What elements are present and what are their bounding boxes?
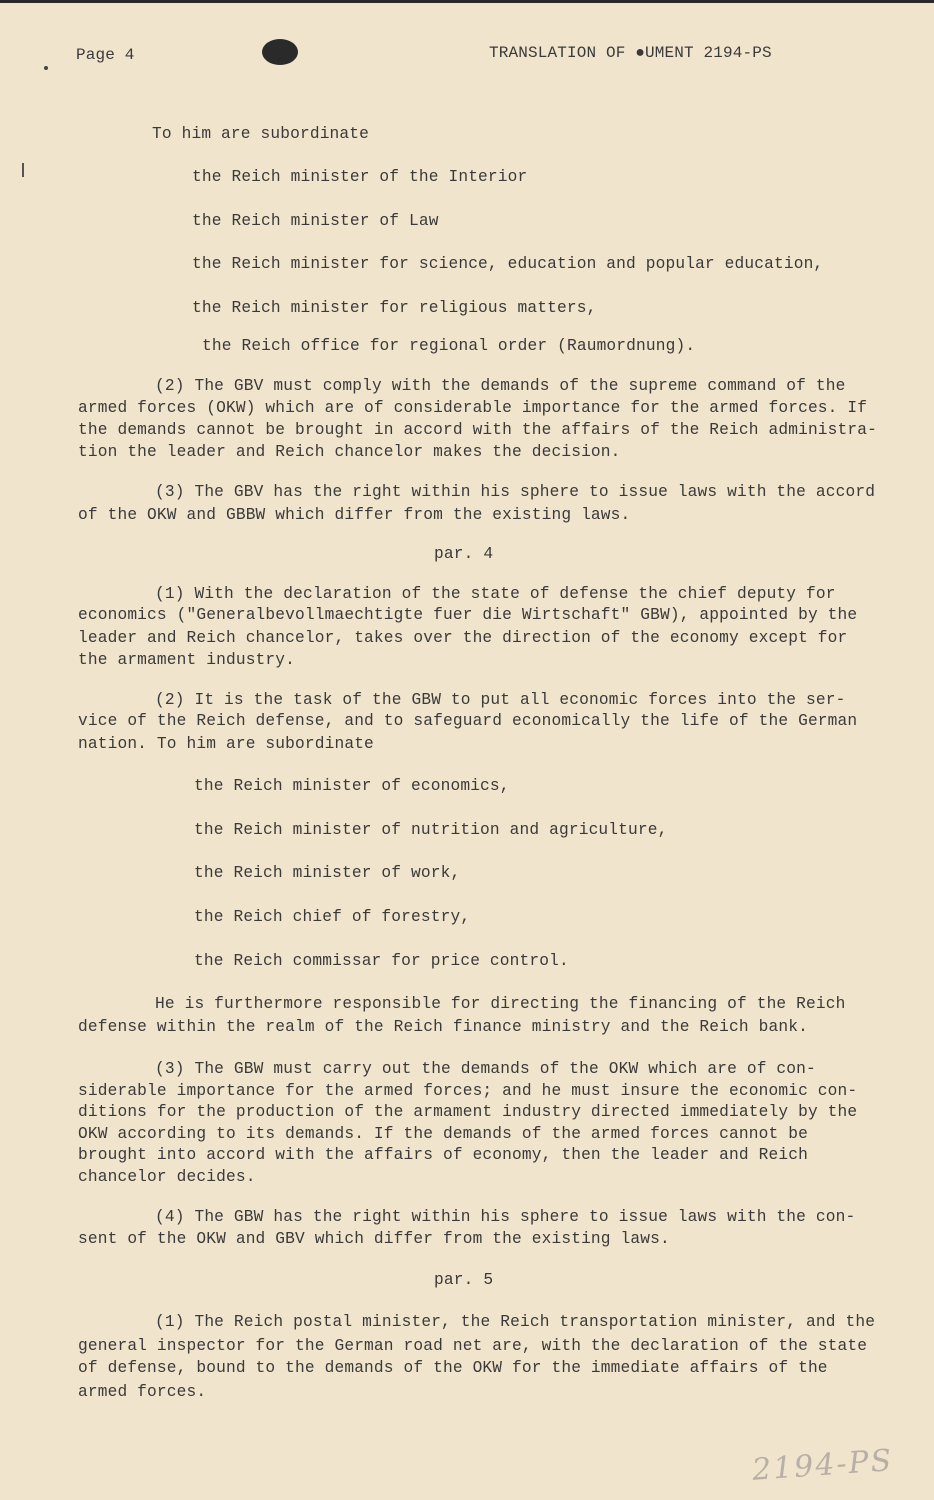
margin-mark [22, 163, 24, 177]
paragraph-line: nation. To him are subordinate [78, 735, 374, 753]
handwritten-document-number: 2194-PS [750, 1443, 895, 1488]
list-b-item: the Reich minister of work, [194, 864, 461, 882]
paragraph-line: ditions for the production of the armament industry directed immediately by the [78, 1103, 858, 1121]
paragraph-line: armed forces. [78, 1383, 207, 1401]
paragraph-line: (3) The GBV has the right within his sphere to issue laws with the accord [155, 483, 876, 501]
list-a-item: the Reich minister for science, education and popular education, [192, 255, 824, 273]
top-edge [0, 0, 934, 3]
paragraph-line: vice of the Reich defense, and to safeguard economically the life of the German [78, 712, 858, 730]
list-b-item: the Reich chief of forestry, [194, 908, 471, 926]
paragraph-line: defense within the realm of the Reich finance ministry and the Reich bank. [78, 1018, 808, 1036]
paragraph-line: He is furthermore responsible for directing the financing of the Reich [155, 995, 846, 1013]
paragraph-line: (1) The Reich postal minister, the Reich transportation minister, and the [155, 1313, 876, 1331]
intro-line: To him are subordinate [152, 125, 370, 143]
paragraph-line: armed forces (OKW) which are of considerable importance for the armed forces. If [78, 399, 868, 417]
paragraph-line: OKW according to its demands. If the demands of the armed forces cannot be [78, 1125, 808, 1143]
paragraph-line: of defense, bound to the demands of the OKW for the immediate affairs of the [78, 1359, 828, 1377]
paragraph-line: (2) It is the task of the GBW to put all economic forces into the ser- [155, 691, 846, 709]
paragraph-line: chancelor decides. [78, 1168, 256, 1186]
paragraph-line: economics ("Generalbevollmaechtigte fuer die Wirtschaft" GBW), appointed by the [78, 606, 858, 624]
paragraph-line: siderable importance for the armed forces; and he must insure the economic con- [78, 1082, 858, 1100]
paragraph-line: general inspector for the German road net are, with the declaration of the state [78, 1337, 868, 1355]
list-a-item: the Reich office for regional order (Raumordnung). [202, 337, 696, 355]
paragraph-line: tion the leader and Reich chancelor makes the decision. [78, 443, 621, 461]
ink-blot [262, 39, 298, 65]
list-a-item: the Reich minister for religious matters, [192, 299, 597, 317]
list-b-item: the Reich minister of nutrition and agriculture, [194, 821, 668, 839]
paragraph-line: the demands cannot be brought in accord with the affairs of the Reich administra- [78, 421, 877, 439]
list-b-item: the Reich minister of economics, [194, 777, 510, 795]
list-a-item: the Reich minister of the Interior [192, 168, 528, 186]
list-b-item: the Reich commissar for price control. [194, 952, 569, 970]
page-label: Page 4 [76, 46, 135, 64]
document-title: TRANSLATION OF ●UMENT 2194-PS [489, 44, 772, 62]
paragraph-line: (3) The GBW must carry out the demands of the OKW which are of con- [155, 1060, 816, 1078]
section-heading: par. 5 [434, 1271, 494, 1289]
section-heading: par. 4 [434, 545, 494, 563]
paragraph-line: (4) The GBW has the right within his sphere to issue laws with the con- [155, 1208, 856, 1226]
paragraph-line: leader and Reich chancelor, takes over the direction of the economy except for [78, 629, 848, 647]
paragraph-line: sent of the OKW and GBV which differ from the existing laws. [78, 1230, 670, 1248]
paragraph-line: brought into accord with the affairs of economy, then the leader and Reich [78, 1146, 808, 1164]
paragraph-line: (1) With the declaration of the state of defense the chief deputy for [155, 585, 836, 603]
paragraph-line: of the OKW and GBBW which differ from the existing laws. [78, 506, 631, 524]
list-a-item: the Reich minister of Law [192, 212, 439, 230]
punch-dot [44, 66, 48, 70]
paragraph-line: (2) The GBV must comply with the demands of the supreme command of the [155, 377, 846, 395]
paragraph-line: the armament industry. [78, 651, 296, 669]
